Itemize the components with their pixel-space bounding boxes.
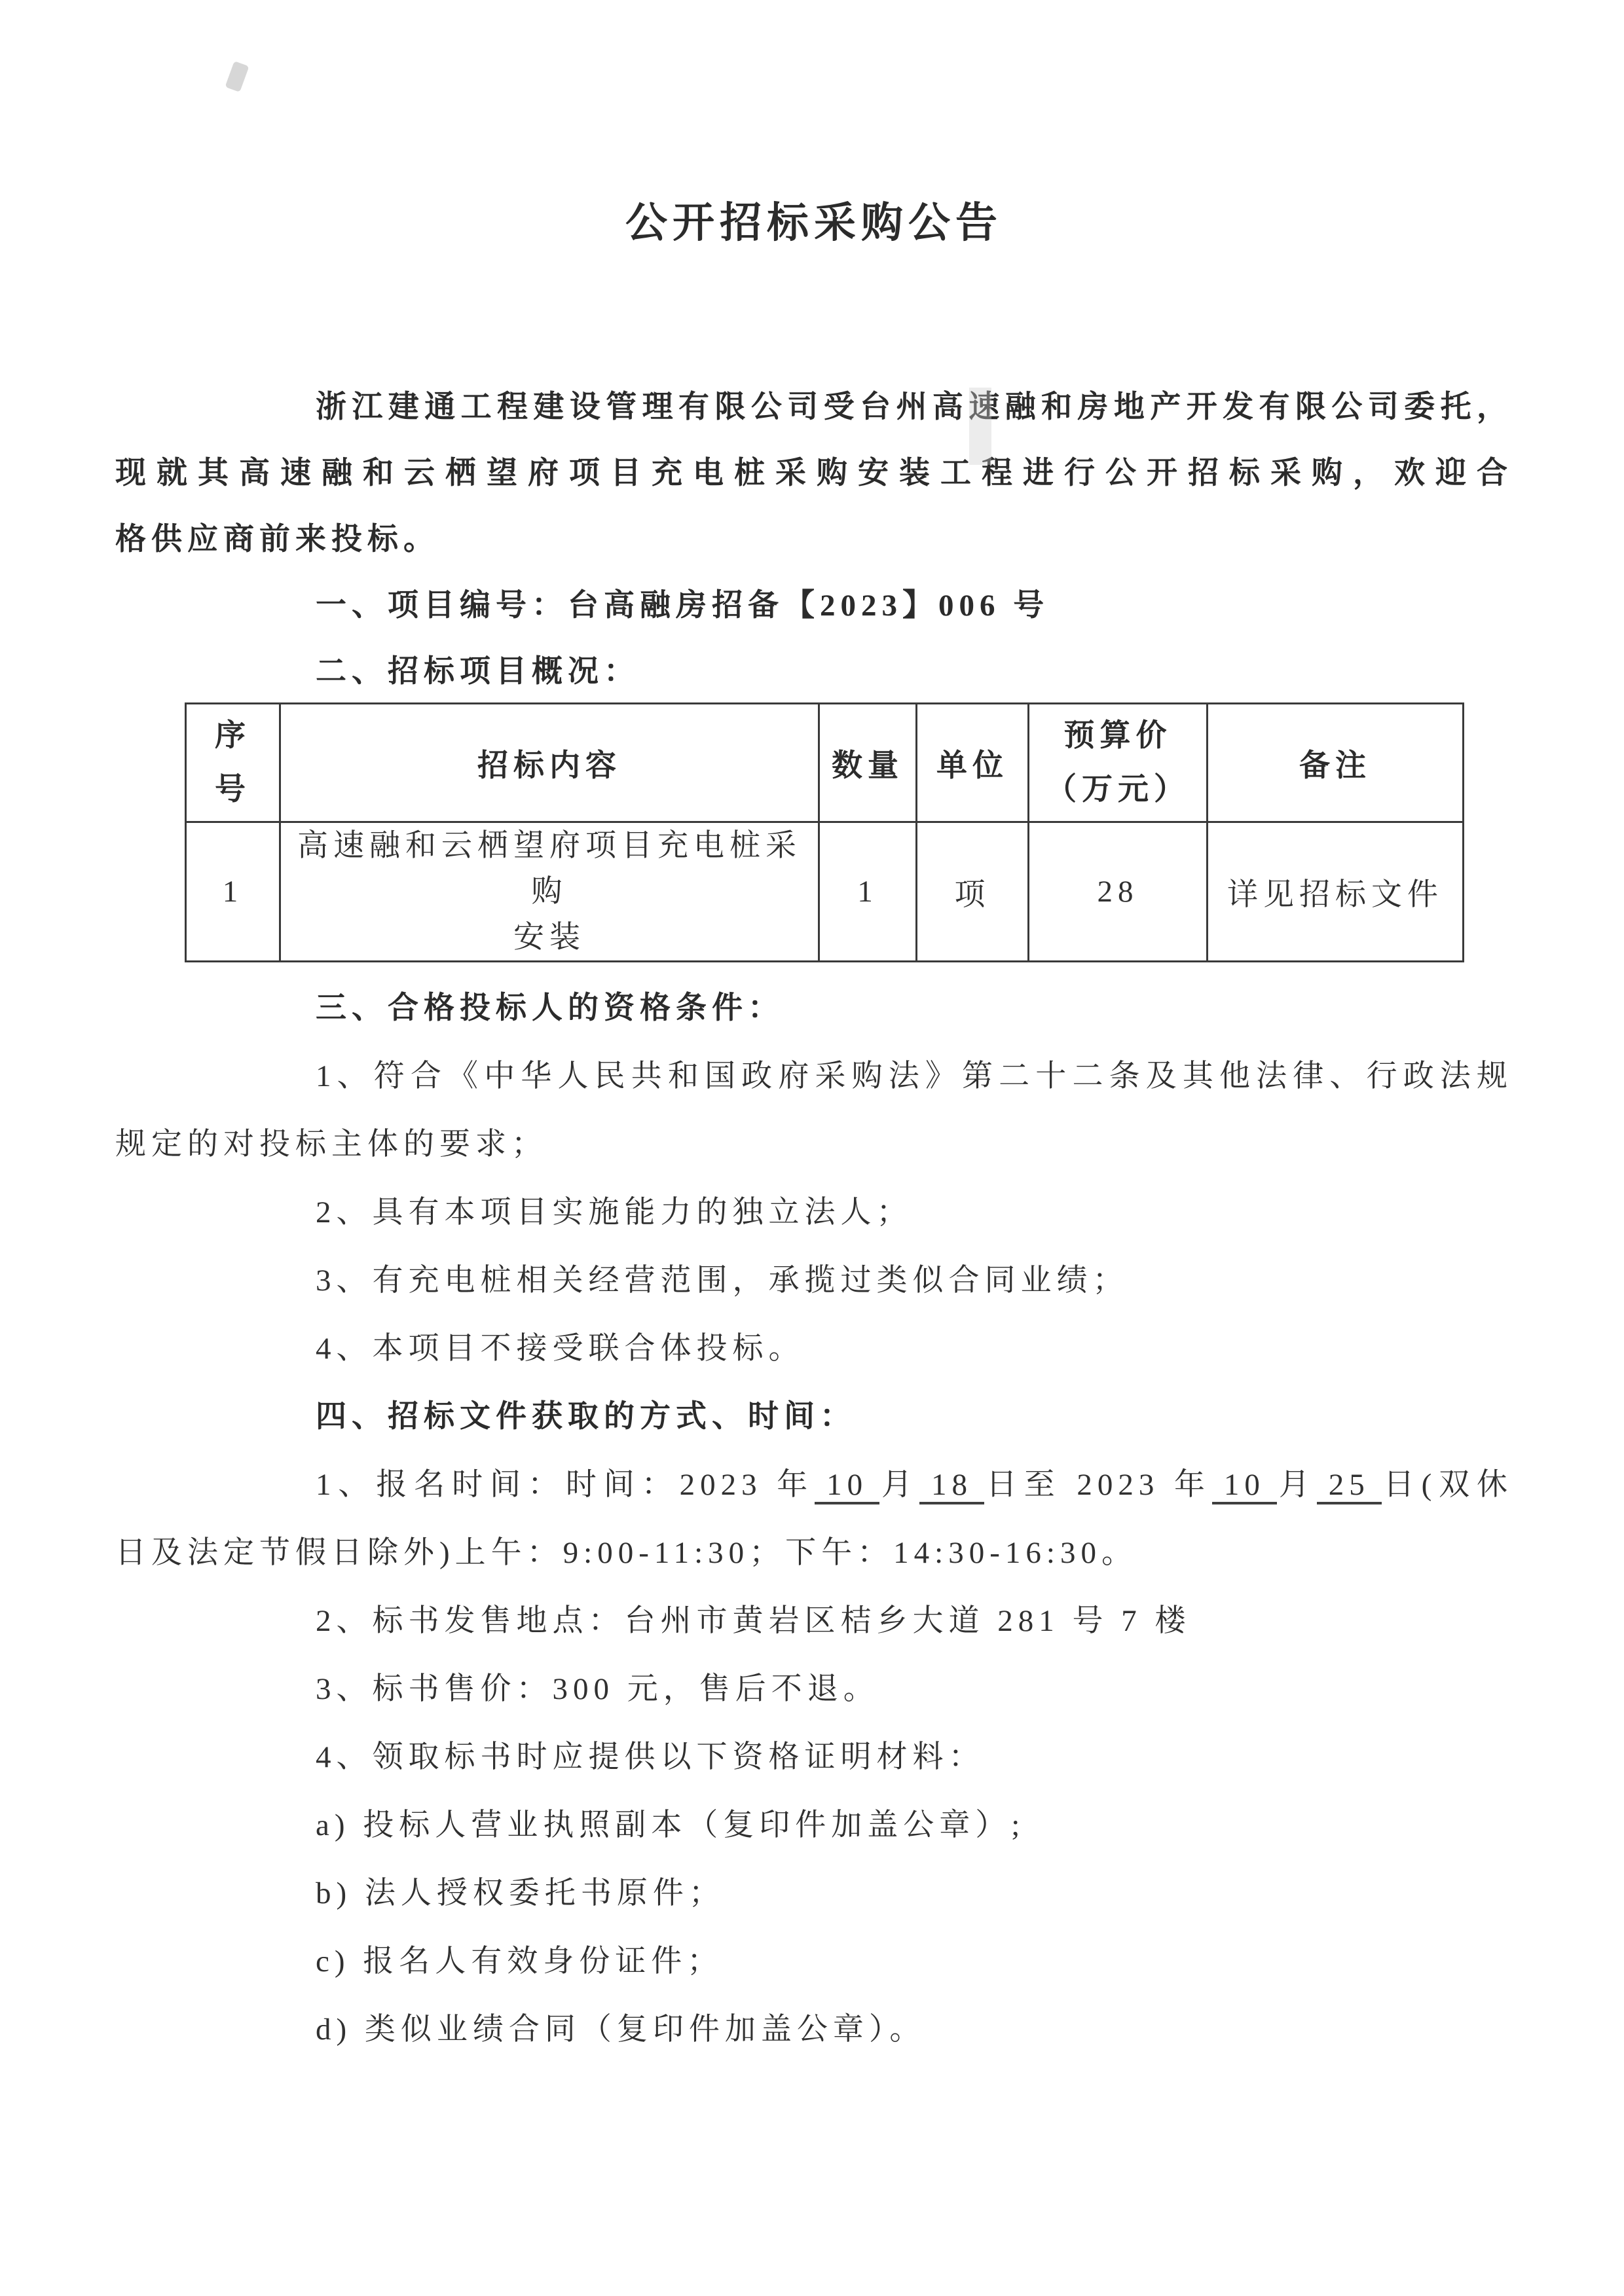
underlined-date-value: 10 [815,1468,879,1504]
registration-time-line: 日及法定节假日除外)上午：9:00-11:30；下午：14:30-16:30。 [115,1536,1137,1570]
header-note: 备注 [1208,704,1464,822]
project-number-heading: 一、项目编号：台高融房招备【2023】006 号 [316,589,1050,623]
sale-location-line: 2、标书发售地点：台州市黄岩区桔乡大道 281 号 7 楼 [316,1604,1191,1638]
date-text-segment: 月 [879,1468,919,1502]
materials-required-line: 4、领取标书时应提供以下资格证明材料： [316,1740,985,1774]
qualification-item-4: 4、本项目不接受联合体投标。 [316,1332,805,1366]
material-item-c: c) 报名人有效身份证件； [316,1944,724,1978]
underlined-date-value: 10 [1212,1468,1277,1504]
qualification-item-3: 3、有充电桩相关经营范围，承揽过类似合同业绩； [316,1264,1129,1298]
bidding-overview-table [185,702,1464,962]
cell-content: 高速融和云栖望府项目充电桩采购 安装 [280,822,819,962]
header-content: 招标内容 [280,704,819,822]
date-text-segment: 日(双休 [1381,1468,1513,1502]
table-row [186,822,1464,962]
qualification-heading: 三、合格投标人的资格条件： [316,991,784,1025]
table-header-row [186,704,1464,822]
qualification-item-1-line-1: 1、符合《中华人民共和国政府采购法》第二十二条及其他法律、行政法规 [316,1059,1513,1093]
cell-qty: 1 [819,822,917,962]
page-title: 公开招标采购公告 [625,200,1003,246]
date-text-segment: 日至 2023 年 [984,1468,1212,1502]
qualification-item-2: 2、具有本项目实施能力的独立法人； [316,1195,913,1230]
qualification-item-1-line-2: 规定的对投标主体的要求； [115,1127,547,1161]
material-item-a: a) 投标人营业执照副本（复印件加盖公章）; [316,1808,1025,1842]
document-acquisition-heading: 四、招标文件获取的方式、时间： [316,1400,856,1434]
document-price-line: 3、标书售价：300 元，售后不退。 [316,1672,879,1706]
material-item-b: b) 法人授权委托书原件； [316,1876,725,1910]
intro-line-2: 现就其高速融和云栖望府项目充电桩采购安装工程进行公开招标采购，欢迎合 [115,456,1513,490]
cell-budget: 28 [1029,822,1208,962]
sections-after-table [115,974,1513,2064]
header-qty: 数量 [819,704,917,822]
header-unit: 单位 [917,704,1029,822]
underlined-date-value: 18 [919,1468,984,1504]
cell-seq: 1 [186,822,280,962]
intro-line-1: 浙江建通工程建设管理有限公司受台州高速融和房地产开发有限公司委托， [316,390,1513,424]
scan-smudge [969,388,991,465]
header-budget: 预算价 （万元） [1029,704,1208,822]
underlined-date-value: 25 [1317,1468,1382,1504]
material-item-d: d) 类似业绩合同（复印件加盖公章）。 [316,2013,926,2047]
cell-unit: 项 [917,822,1029,962]
cell-note: 详见招标文件 [1208,822,1464,962]
scan-artifact [225,61,249,92]
date-text-segment: 1、报名时间：时间：2023 年 [316,1468,815,1502]
date-text-segment: 月 [1276,1468,1317,1502]
registration-date-line [115,1451,1513,1519]
header-seq: 序 号 [186,704,280,822]
project-overview-heading: 二、招标项目概况： [316,655,640,689]
intro-line-3: 格供应商前来投标。 [115,522,439,556]
